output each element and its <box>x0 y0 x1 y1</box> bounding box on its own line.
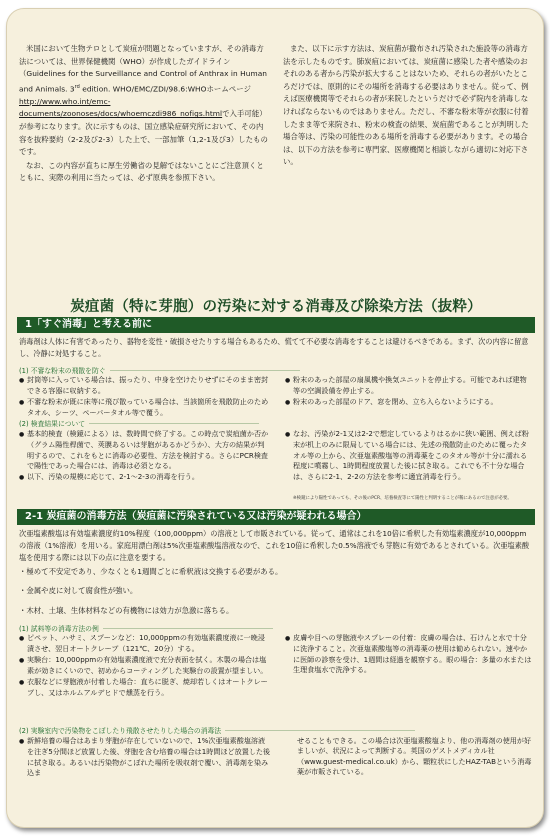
list-item: ● 粉末のあった部屋のドア、窓を閉め、立ち入らないようにする。 <box>285 397 533 408</box>
list-item: ● 粉末のあった部屋の扇風機や換気ユニットを停止する。可能であれば建物等の空調設備を停止する。 <box>285 375 533 397</box>
caution-point: ・金属や皮に対して腐食性が強い。 <box>19 586 138 596</box>
section-2-1-heading: 2-1 炭疽菌の消毒方法（炭疽菌に汚染されている又は汚染が疑われる場合） <box>17 509 535 525</box>
section-2-1-lead: 次亜塩素酸塩は有効塩素濃度約10%程度（100,000ppm）の溶液として市販されている。従って、通常はこれを10倍に希釈した有効塩素濃度が10,000ppm の溶液（1%溶液）を用いる。家庭用漂白剤は5%次亜塩素酸塩溶液なので、これを10倍に希釈した0.5%溶液でも芽胞に有効であるとされている。次亜塩素酸塩を使用する際には以下の点に注意を要する。 <box>19 529 530 562</box>
list-item: ● 衣服などに芽胞液が付着した場合：直ちに脱ぎ、焼却若しくはオートクレーブし、又はホルムアルデヒドで燻蒸を行う。 <box>19 677 271 699</box>
spill-list-left <box>19 736 271 779</box>
spill-text-right: せることもできる。この場合は次亜塩素酸塩より、他の消毒剤の使用が好ましいが、状況によって判断する。英国のゲストメディカル社（www.guest-medical.co.uk）から、顆粒状にしたHAZ-TABという消毒薬が市販されている。 <box>297 736 532 777</box>
sample-list-left <box>19 633 271 698</box>
caution-points <box>19 562 533 620</box>
subheading-spill-disinfection: (2) 実験室内で汚染物をこぼしたり飛散させたりした場合の消毒法 <box>19 725 533 735</box>
list-item: ● なお、汚染が2-1又は2-2で想定しているよりはるかに狭い範囲、例えば粉末が机上のみに限局している場合には、先述の飛散防止のために覆ったタオル等の上から、次亜塩素酸塩等の消毒薬をこのタオル等が十分に濡れる程度に噴霧し、1時間程度放置した後に拭き取る。これでも不十分な場合は、さらに2-1、2-2の方法を参考に適宜消毒を行う。 <box>285 429 533 482</box>
section-1-lead: 消毒剤は人体に有害であったり、器物を変性・破損させたりする場合もあるため、慌てて不必要な消毒をすることは避けるべきである。まず、次の内容に留意し、冷静に対処すること。 <box>19 337 529 358</box>
list-item: ● 基本的検査（検鏡による）は、数時間で終了する。この時点で炭疽菌か否か（グラム陽性桿菌で、莢膜あるいは芽胞があるかどうか）、大方の結果が判明するので、これをもとに消毒の必要性、方法を検討する。さらにPCR検査で陽性であった場合には、消毒は必須となる。 <box>19 429 271 472</box>
section-1-heading: 1「すぐ消毒」と考える前に <box>17 317 535 333</box>
list-item: ● 皮膚や目への芽胞液やスプレーの付着：皮膚の場合は、石けんと水で十分に洗浄すること。次亜塩素酸塩等の消毒薬の使用は勧められない。速やかに医師の診察を受け、1週間は経過を観察する。眼の場合：多量の水または生理食塩水で洗浄する。 <box>285 633 533 676</box>
who-link[interactable]: http://www.who.int/emc-documents/zoonoses/docs/whoemczdi986_nofigs.html <box>19 96 223 119</box>
main-title: 炭疽菌（特に芽胞）の汚染に対する消毒及び除染方法（抜粋） <box>70 299 482 315</box>
intro-paragraph-3: また、以下に示す方法は、炭疽菌が撒布され汚染された施設等の消毒方法を示したものです。肺炭疽においては、炭疽菌に感染した者や感染のおそれのある者から汚染が拡大することはないため、それらの者がいたところだけでは、原則的にその場所を消毒する必要はありません。従って、例えば医療機関等でそれらの者が来院したというだけで必ず院内を消毒しなければならないものではありません。ただし、不審な粉末等が衣服に付着したまま等で来院され、粉末の検査の結果、炭疽菌であることが判明した場合等は、汚染の可能性のある場所を消毒する必要があります。その場合は、以下の方法を参考に専門家、医療機関と相談しながら適切に対応下さい。 <box>283 44 529 167</box>
list-item: ● 不審な粉末が既に床等に飛び散っている場合は、当該箇所を飛散防止のためタオル、シーツ、ペーパータオル等で覆う。 <box>19 397 271 419</box>
subheading-test-results: (2) 検査結果について <box>19 418 533 428</box>
intro-paragraph-2: なお、この内容が直ちに厚生労働省の見解ではないことにご注意頂くとともに、実際の利用に当たっては、必ず原典を参照下さい。 <box>19 160 264 183</box>
subheading-rule <box>110 370 300 371</box>
caution-point: ・木材、土壌、生体材料などの有機物には効力が急激に落ちる。 <box>19 605 234 615</box>
footnote: ※検鏡により陽性であっても、その後のPCR、培養検査等にて陽性と判明することが稀にあるので注意が必要。 <box>293 496 512 501</box>
subheading-rule <box>89 423 259 424</box>
prevent-list-right <box>285 375 533 408</box>
list-item: ● 以下、汚染の規模に応じて、2-1～2-3の消毒を行う。 <box>19 472 271 483</box>
sample-list-right <box>285 633 533 676</box>
intro-paragraph-1: 米国において生物テロとして炭疽が問題となっていますが、その消毒方法については、世界保健機関（WHO）が作成したガイドライン（Guidelines for the Surveillance and Control of Anthrax in Human and Animals. 3rd edition. WHO/EMC/ZDI/98.6:WHOホームページhttp://www.who.int/emc-documents/zoonoses/docs/whoemczdi986_nofigs.htmlで入手可能）が参考になります。次に示すものは、国立感染症研究所において、その内容を抜粋要約（2-2及び2-3）した上で、一部加筆（1,2-1及び3）したものです。 <box>19 44 268 157</box>
list-item: ● 実験台：10,000ppmの有効塩素濃度液で充分表面を拭く。木製の場合は塩素が効きにくいので、初めからコーティングした実験台の設置が望ましい。 <box>19 655 271 677</box>
intro-section <box>19 43 533 185</box>
subheading-prevent-dispersal: (1) 不審な粉末の飛散を防ぐ <box>19 365 533 375</box>
subheading-sample-disinfection: (1) 試料等の消毒方法の例 <box>19 623 533 633</box>
list-item: ● ピペット、ハサミ、スプーンなど：10,000ppmの有効塩素濃度液に一晩浸漬させ、翌日オートクレーブ（121℃、20分）する。 <box>19 633 271 655</box>
subheading-rule <box>103 628 273 629</box>
caution-point: ・極めて不安定であり、少なくとも1週間ごとに希釈液は交換する必要がある。 <box>19 567 283 576</box>
subheading-rule <box>225 730 415 731</box>
document-panel <box>6 8 544 828</box>
intro-right-column <box>283 43 533 185</box>
test-list-left <box>19 429 271 483</box>
test-list-right <box>285 429 533 482</box>
list-item: ● 封筒等に入っている場合は、振ったり、中身を空けたりせずにそのまま密封できる容器に収納する。 <box>19 375 271 397</box>
list-item: ● 新鮮培養の場合はあまり芽胞が存在していないので、1%次亜塩素酸塩溶液を注ぎ5分間ほど放置した後、芽胞を含む培養の場合は1時間ほど放置した後に拭き取る。あるいは汚染物がこぼれた場所を吸収剤で覆い、消毒剤を染み込ま <box>19 736 271 779</box>
prevent-list-left <box>19 375 271 419</box>
intro-left-column <box>19 43 269 185</box>
